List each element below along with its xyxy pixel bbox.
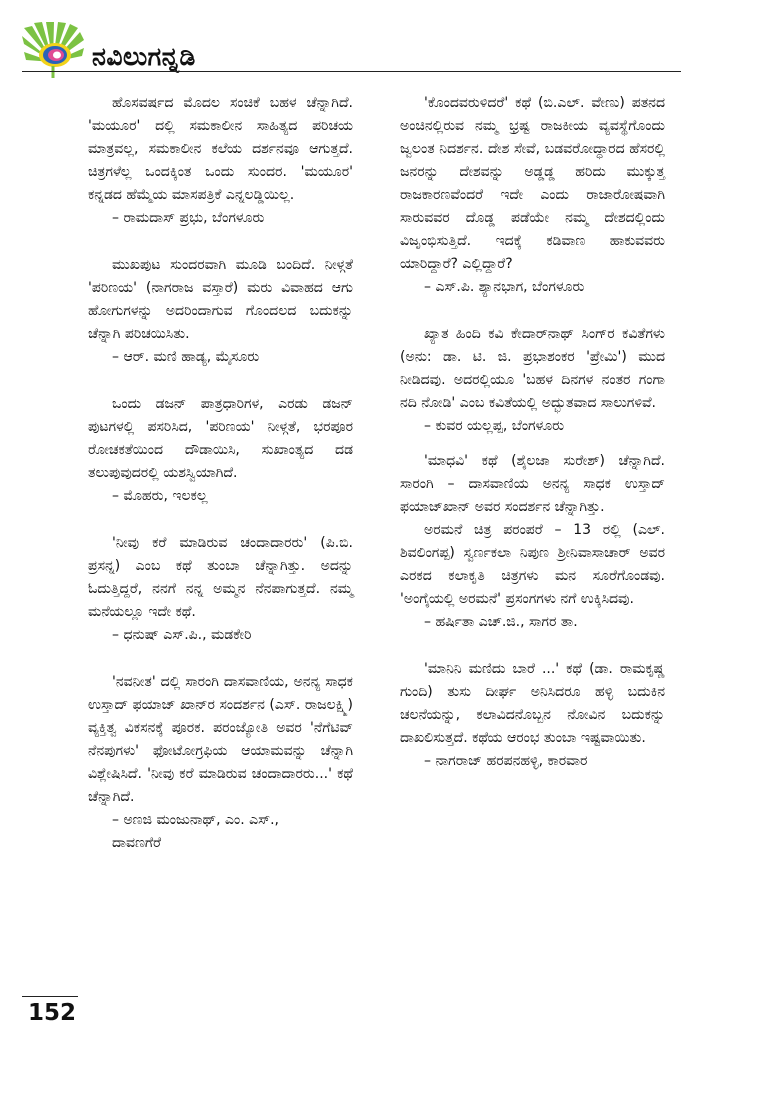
letter: [88, 92, 353, 230]
peacock-feather-icon: [22, 22, 84, 78]
letter-signature: – ಧನುಷ್ ಎಸ್.ಪಿ., ಮಡಕೇರಿ: [112, 627, 252, 643]
letter-body: ಹೊಸವರ್ಷದ ಮೊದಲ ಸಂಚಿಕೆ ಬಹಳ ಚೆನ್ನಾಗಿದೆ. 'ಮಯೂರ' ದಲ್ಲಿ ಸಮಕಾಲೀನ ಸಾಹಿತ್ಯದ ಪರಿಚಯ ಮಾತ್ರವಲ್ಲ, ಸಮಕಾಲೀನ ಕಲೆಯ ದರ್ಶನವೂ ಆಗುತ್ತದೆ. ಚಿತ್ರಗಳೆಲ್ಲ ಒಂದಕ್ಕಿಂತ ಒಂದು ಸುಂದರ. 'ಮಯೂರ' ಕನ್ನಡದ ಹೆಮ್ಮೆಯ ಮಾಸಪತ್ರಿಕೆ ಎನ್ನಲಡ್ಡಿಯಿಲ್ಲ.: [88, 95, 353, 203]
letter-body: ಅರಮನೆ ಚಿತ್ರ ಪರಂಪರೆ – 13 ರಲ್ಲಿ (ಎಲ್. ಶಿವಲಿಂಗಪ್ಪ) ಸ್ವರ್ಣಕಲಾ ನಿಪುಣ ಶ್ರೀನಿವಾಸಾಚಾರ್ ಅವರ ಎರಕದ ಕಲಾಕೃತಿ ಚಿತ್ರಗಳು ಮನ ಸೂರೆಗೊಂಡವು. 'ಅಂಗೈಯಲ್ಲಿ ಅರಮನೆ' ಪ್ರಸಂಗಗಳು ನಗೆ ಉಕ್ಕಿಸಿದವು.: [400, 522, 665, 607]
letter: [88, 671, 353, 855]
letter: [88, 532, 353, 647]
letter: [400, 323, 665, 438]
letter-signature-place: ದಾವಣಗೆರೆ: [112, 835, 161, 851]
letter-signature: – ಮೊಹರು, ಇಲಕಲ್ಲ: [112, 488, 208, 504]
letter-signature: – ಹರ್ಷಿತಾ ಎಚ್.ಜಿ., ಸಾಗರ ತಾ.: [424, 614, 578, 630]
footer-divider: [22, 996, 78, 997]
letter: [88, 393, 353, 508]
letter-signature: – ಎಸ್.ಪಿ. ಶ್ಯಾನಭಾಗ, ಬೆಂಗಳೂರು: [424, 279, 585, 295]
letter: [400, 450, 665, 634]
letter: [88, 254, 353, 369]
page-number: 152: [28, 1000, 77, 1026]
left-column: [88, 92, 353, 855]
letter-signature: – ನಾಗರಾಜ್ ಹರಪನಹಳ್ಳಿ, ಕಾರವಾರ: [424, 753, 588, 769]
letter-body: 'ನವನೀತ' ದಲ್ಲಿ ಸಾರಂಗಿ ದಾಸವಾಣಿಯ, ಅನನ್ಯ ಸಾಧಕ ಉಸ್ತಾದ್ ಫಯಾಜ್ ಖಾನ್‌ರ ಸಂದರ್ಶನ (ಎಸ್. ರಾಜಲಕ್ಷ್ಮಿ) ವ್ಯಕ್ತಿತ್ವ ವಿಕಸನಕ್ಕೆ ಪೂರಕ. ಪರಂಜ್ಯೋತಿ ಅವರ 'ನೆಗೆಟಿವ್ ನೆನಪುಗಳು' ಫೋಟೋಗ್ರಫಿಯ ಆಯಾಮವನ್ನು ಚೆನ್ನಾಗಿ ವಿಶ್ಲೇಷಿಸಿದೆ. 'ನೀವು ಕರೆ ಮಾಡಿರುವ ಚಂದಾದಾರರು...' ಕಥೆ ಚೆನ್ನಾಗಿದೆ.: [88, 674, 353, 805]
letter-body: 'ಮಾನಿನಿ ಮಣಿದು ಬಾರೆ ...' ಕಥೆ (ಡಾ. ರಾಮಕೃಷ್ಣ ಗುಂದಿ) ತುಸು ದೀರ್ಘ ಅನಿಸಿದರೂ ಹಳ್ಳಿ ಬದುಕಿನ ಚಲನೆಯನ್ನು, ಕಲಾವಿದನೊಬ್ಬನ ನೋವಿನ ಬದುಕನ್ನು ದಾಖಲಿಸುತ್ತದೆ. ಕಥೆಯ ಆರಂಭ ತುಂಬಾ ಇಷ್ಟವಾಯಿತು.: [400, 661, 665, 746]
letter-signature: – ಕುವರ ಯಲ್ಲಪ್ಪ, ಬೆಂಗಳೂರು: [424, 418, 565, 434]
letter-body: ಒಂದು ಡಜನ್ ಪಾತ್ರಧಾರಿಗಳ, ಎರಡು ಡಜನ್ ಪುಟಗಳಲ್ಲಿ ಪಸರಿಸಿದ, 'ಪರಿಣಯ' ನೀಳ್ಗತೆ, ಭರಪೂರ ರೋಚಕತೆಯಿಂದ ದೌಡಾಯಿಸಿ, ಸುಖಾಂತ್ಯದ ದಡ ತಲುಪುವುದರಲ್ಲಿ ಯಶಸ್ವಿಯಾಗಿದೆ.: [88, 396, 353, 481]
letter-body: 'ನೀವು ಕರೆ ಮಾಡಿರುವ ಚಂದಾದಾರರು' (ಪಿ.ಬಿ. ಪ್ರಸನ್ನ) ಎಂಬ ಕಥೆ ತುಂಬಾ ಚೆನ್ನಾಗಿತ್ತು. ಅದನ್ನು ಓದುತ್ತಿದ್ದರೆ, ನನಗೆ ನನ್ನ ಅಮ್ಮನ ನೆನಪಾಗುತ್ತದೆ. ನಮ್ಮ ಮನೆಯಲ್ಲೂ ಇದೇ ಕಥೆ.: [88, 535, 353, 620]
letter-body: ಮುಖಪುಟ ಸುಂದರವಾಗಿ ಮೂಡಿ ಬಂದಿದೆ. ನೀಳ್ಗತೆ 'ಪರಿಣಯ' (ನಾಗರಾಜ ವಸ್ತಾರೆ) ಮರು ವಿವಾಹದ ಆಗು ಹೋಗುಗಳನ್ನು ಅದರಿಂದಾಗುವ ಗೊಂದಲದ ಬದುಕನ್ನು ಚೆನ್ನಾಗಿ ಪರಿಚಯಿಸಿತು.: [88, 257, 353, 342]
letter: [400, 92, 665, 299]
letter-signature: – ಆರ್. ಮಣಿ ಹಾಡ್ಯ, ಮೈಸೂರು: [112, 349, 260, 365]
letter: [400, 658, 665, 773]
letter-body: 'ಕೊಂದವರುಳಿದರೆ' ಕಥೆ (ಬಿ.ಎಲ್. ವೇಣು) ಪತನದ ಅಂಚಿನಲ್ಲಿರುವ ನಮ್ಮ ಭ್ರಷ್ಟ ರಾಜಕೀಯ ವ್ಯವಸ್ಥೆಗೊಂದು ಜ್ವಲಂತ ನಿದರ್ಶನ. ದೇಶ ಸೇವೆ, ಬಡವರೋದ್ಧಾರದ ಹೆಸರಲ್ಲಿ ಜನರನ್ನು ದೇಶವನ್ನು ಅಡ್ಡಡ್ಡ ಹರಿದು ಮುಕ್ಕುತ್ತ ರಾಜಕಾರಣವೆಂದರೆ ಇದೇ ಎಂದು ರಾಜಾರೋಷವಾಗಿ ಸಾರುವವರ ದೊಡ್ಡ ಪಡೆಯೇ ನಮ್ಮ ದೇಶದಲ್ಲಿಂದು ವಿಜೃಂಭಿಸುತ್ತಿದೆ. ಇದಕ್ಕೆ ಕಡಿವಾಣ ಹಾಕುವವರು ಯಾರಿದ್ದಾರೆ? ಎಲ್ಲಿದ್ದಾರೆ?: [400, 95, 665, 272]
letter-signature: – ರಾಮದಾಸ್ ಪ್ರಭು, ಬೆಂಗಳೂರು: [112, 210, 265, 226]
magazine-section-title: ನವಿಲುಗನ್ನಡಿ: [92, 42, 196, 71]
right-column: [400, 92, 665, 773]
letter-signature: – ಅಣಜಿ ಮಂಜುನಾಥ್, ಎಂ. ಎಸ್.,: [112, 812, 279, 828]
letter-body: 'ಮಾಧವಿ' ಕಥೆ (ಶೈಲಜಾ ಸುರೇಶ್) ಚೆನ್ನಾಗಿದೆ. ಸಾರಂಗಿ – ದಾಸವಾಣಿಯ ಅನನ್ಯ ಸಾಧಕ ಉಸ್ತಾದ್ ಫಯಾಜ್‌ಖಾನ್ ಅವರ ಸಂದರ್ಶನ ಚೆನ್ನಾಗಿತ್ತು.: [400, 453, 665, 515]
header-divider: [22, 71, 681, 72]
letter-body: ಖ್ಯಾತ ಹಿಂದಿ ಕವಿ ಕೇದಾರ್‌ನಾಥ್ ಸಿಂಗ್‌ರ ಕವಿತೆಗಳು (ಅನು: ಡಾ. ಟಿ. ಜಿ. ಪ್ರಭಾಶಂಕರ 'ಪ್ರೇಮಿ') ಮುದ ನೀಡಿದವು. ಅದರಲ್ಲಿಯೂ 'ಬಹಳ ದಿನಗಳ ನಂತರ ಗಂಗಾ ನದಿ ನೋಡಿ' ಎಂಬ ಕವಿತೆಯಲ್ಲಿ ಅದ್ಭುತವಾದ ಸಾಲುಗಳಿವೆ.: [400, 326, 665, 411]
